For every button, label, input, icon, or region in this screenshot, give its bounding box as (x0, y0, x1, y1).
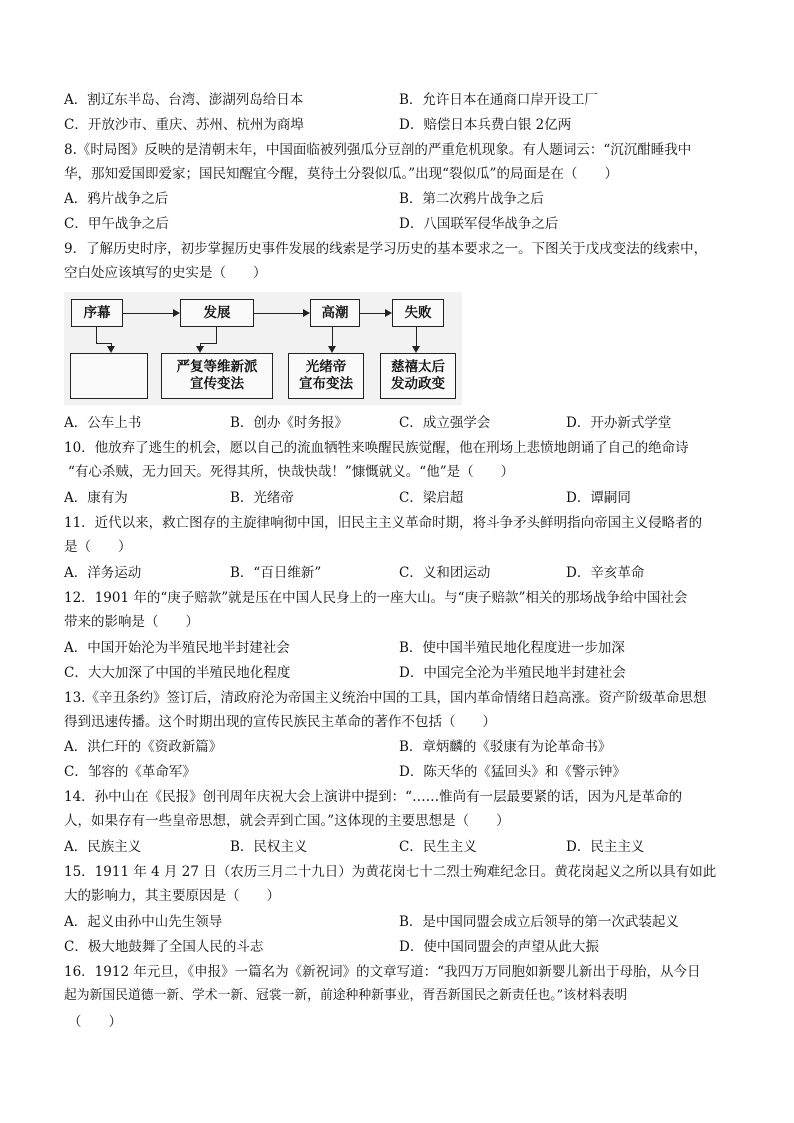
q14-stem-line1: 14．孙中山在《民报》创刊周年庆祝大会上演讲中提到：“……惟尚有一层最要紧的话，因为凡是革命的 (64, 789, 683, 805)
q9-timeline-diagram (64, 292, 462, 405)
connector-2 (216, 327, 217, 344)
q7-option-d[interactable]: D．赔偿日本兵费白银 2亿两 (399, 117, 572, 133)
connector-1h (96, 343, 112, 344)
arrow-right-2 (254, 313, 308, 314)
q11-stem-line2: 是（ ） (64, 539, 132, 555)
stage-box-failure: 失败 (392, 299, 444, 327)
connector-1a (111, 343, 112, 351)
q10-option-d[interactable]: D．谭嗣同 (566, 490, 631, 506)
arrow-right-3 (360, 313, 390, 314)
stage-box-prelude: 序幕 (71, 299, 123, 327)
q16-stem-line1: 16．1912 年元旦，《申报》一篇名为《新祝词》的文章写道：“我四万万同胞如新婴儿新出于母胎，从今日 (64, 964, 701, 980)
q11-option-c[interactable]: C．义和团运动 (399, 565, 491, 581)
event-development-line1: 严复等维新派 (176, 359, 258, 375)
q15-option-a[interactable]: A．起义由孙中山先生领导 (64, 914, 223, 930)
q9-option-a[interactable]: A．公车上书 (64, 415, 142, 431)
q14-option-a[interactable]: A．民族主义 (64, 839, 142, 855)
q10-stem-line1: 10．他放弃了逃生的机会，愿以自己的流血牺牲来唤醒民族觉醒，他在刑场上悲愤地朗诵了自己的绝命诗 (64, 440, 689, 456)
q10-option-a[interactable]: A．康有为 (64, 490, 128, 506)
q13-option-b[interactable]: B．章炳麟的《驳康有为论革命书》 (399, 739, 612, 755)
event-box-blank (70, 353, 148, 399)
connector-3 (332, 327, 333, 351)
q8-stem-line2: 华，那知爱国即爱家；国民知醒宜今醒，莫待土分裂似瓜。”出现“裂似瓜”的局面是在（ ） (64, 166, 618, 182)
q12-stem-line1: 12．1901 年的“庚子赔款”就是压在中国人民身上的一座大山。与“庚子赔款”相关的那场战争给中国社会 (64, 590, 688, 606)
q14-stem-line2: 人，如果存有一些皇帝思想，就会弄到亡国。”这体现的主要思想是（ ） (64, 813, 510, 829)
q13-option-c[interactable]: C．邹容的《革命军》 (64, 764, 196, 780)
q15-stem-line2: 大的影响力，其主要原因是（ ） (64, 888, 280, 904)
q11-option-a[interactable]: A．洋务运动 (64, 565, 142, 581)
q16-stem-line3: （ ） (68, 1014, 122, 1030)
q9-stem-line1: 9．了解历史时序，初步掌握历史事件发展的线索是学习历史的基本要求之一。下图关于戊戌变法的线索中， (64, 241, 708, 257)
q13-option-d[interactable]: D．陈天华的《猛回头》和《警示钟》 (399, 764, 626, 780)
event-box-climax (288, 353, 364, 399)
q9-stem-line2: 空白处应该填写的史实是（ ） (64, 265, 267, 281)
q13-option-a[interactable]: A．洪仁玕的《资政新篇》 (64, 739, 223, 755)
q15-stem-line1: 15．1911 年 4 月 27 日（农历三月二十九日）为黄花岗七十二烈士殉难纪念日。黄花岗起义之所以具有如此 (64, 864, 717, 880)
q15-option-d[interactable]: D．使中国同盟会的声望从此大振 (399, 939, 599, 955)
event-climax-line2: 宣布变法 (299, 376, 353, 392)
q15-option-c[interactable]: C．极大地鼓舞了全国人民的斗志 (64, 939, 264, 955)
q8-option-c[interactable]: C．甲午战争之后 (64, 216, 169, 232)
stage-box-development: 发展 (180, 299, 254, 327)
q11-option-b[interactable]: B．“百日维新” (230, 565, 322, 581)
q16-stem-line2: 起为新国民道德一新、学术一新、冠裳一新，前途种种新事业，胥吾新国民之新责任也。”该材料表明 (64, 988, 628, 1003)
q9-option-b[interactable]: B．创办《时务报》 (230, 415, 348, 431)
q14-option-c[interactable]: C．民生主义 (399, 839, 477, 855)
event-failure-line1: 慈禧太后 (391, 359, 445, 375)
q11-stem-line1: 11．近代以来，救亡图存的主旋律响彻中国，旧民主主义革命时期，将斗争矛头鲜明指向帝国主义侵略者的 (64, 515, 703, 531)
q12-option-b[interactable]: B．使中国半殖民地化程度进一步加深 (399, 640, 625, 656)
event-failure-line2: 发动政变 (391, 376, 445, 392)
connector-2h (200, 343, 216, 344)
q15-option-b[interactable]: B．是中国同盟会成立后领导的第一次武装起义 (399, 914, 679, 930)
q13-stem-line1: 13.《辛丑条约》签订后，清政府沦为帝国主义统治中国的工具，国内革命情绪日趋高涨。资产阶级革命思想 (64, 690, 707, 706)
q8-option-d[interactable]: D．八国联军侵华战争之后 (399, 216, 559, 232)
q13-stem-line2: 得到迅速传播。这个时期出现的宣传民族民主革命的著作不包括（ ） (64, 714, 496, 730)
event-box-development (161, 353, 273, 399)
q12-stem-line2: 带来的影响是（ ） (64, 614, 199, 630)
q7-option-c[interactable]: C．开放沙市、重庆、苏州、杭州为商埠 (64, 117, 304, 133)
q7-option-b[interactable]: B．允许日本在通商口岸开设工厂 (399, 92, 598, 108)
connector-1 (96, 327, 97, 344)
q14-option-b[interactable]: B．民权主义 (230, 839, 308, 855)
q11-option-d[interactable]: D．辛亥革命 (566, 565, 645, 581)
q12-option-c[interactable]: C．大大加深了中国的半殖民地化程度 (64, 665, 291, 681)
q12-option-d[interactable]: D．中国完全沦为半殖民地半封建社会 (399, 665, 626, 681)
event-development-line2: 宣传变法 (190, 376, 244, 392)
q8-option-a[interactable]: A．鸦片战争之后 (64, 191, 169, 207)
connector-2a (200, 343, 201, 351)
q12-option-a[interactable]: A．中国开始沦为半殖民地半封建社会 (64, 640, 290, 656)
q8-option-b[interactable]: B．第二次鸦片战争之后 (399, 191, 544, 207)
q9-option-c[interactable]: C．成立强学会 (399, 415, 491, 431)
q8-stem-line1: 8.《时局图》反映的是清朝末年，中国面临被列强瓜分豆剖的严重危机现象。有人题词云：“沉沉酣睡我中 (64, 142, 692, 158)
q14-option-d[interactable]: D．民主主义 (566, 839, 645, 855)
connector-4 (416, 327, 417, 351)
q10-option-b[interactable]: B．光绪帝 (230, 490, 294, 506)
q10-stem-line2: “有心杀贼，无力回天。死得其所，快哉快哉！”慷慨就义。“他”是（ ） (68, 464, 515, 480)
event-box-failure (380, 353, 456, 399)
arrow-right-1 (123, 313, 178, 314)
q7-option-a[interactable]: A．割辽东半岛、台湾、澎湖列岛给日本 (64, 92, 304, 108)
event-climax-line1: 光绪帝 (305, 359, 347, 375)
q10-option-c[interactable]: C．梁启超 (399, 490, 464, 506)
q9-option-d[interactable]: D．开办新式学堂 (566, 415, 672, 431)
stage-box-climax: 高潮 (310, 299, 360, 327)
